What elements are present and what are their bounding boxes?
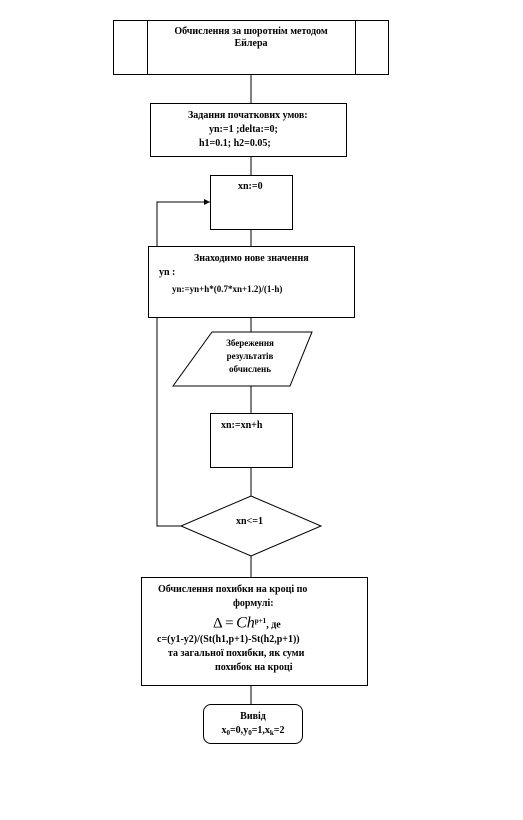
condition-label: xn<=1 [236, 516, 263, 527]
output-xk-val: =2 [273, 725, 285, 736]
output-x0-val: =0, [229, 725, 244, 736]
save-line3: обчислень [229, 364, 271, 374]
start-title-line1: Обчислення за шоротнім методом [174, 26, 328, 37]
error-line6: похибок на кроці [215, 662, 293, 673]
output-x0: x [221, 725, 227, 736]
formula-ch: Ch [236, 614, 255, 632]
error-line1: Обчислення похибки на кроці по [158, 584, 308, 595]
init-line3: h1=0.1; h2=0.05; [199, 138, 271, 149]
init-line1: Задання початкових умов: [188, 110, 308, 121]
save-line1: Збереження [226, 338, 274, 348]
error-line5: та загальної похибки, як суми [168, 648, 305, 659]
error-formula [213, 611, 281, 631]
output-y0-sub: 0 [248, 729, 252, 737]
error-line2: формулі: [233, 598, 274, 609]
output-y0: y [243, 725, 249, 736]
formula-exponent: p+1 [254, 617, 267, 625]
formula-delta-symbol: Δ [213, 615, 223, 632]
start-block-right-bar [355, 20, 356, 75]
formula-tail: , де [266, 619, 281, 631]
compute-line1: Знаходимо нове значення [194, 253, 309, 264]
output-x0-sub: 0 [226, 729, 230, 737]
start-title-line2: Ейлера [234, 38, 268, 49]
error-line4: c=(y1-y2)/(St(h1,p+1)-St(h2,p+1)) [157, 634, 300, 645]
output-line1: Вивід [240, 711, 266, 722]
output-xk: x [264, 725, 270, 736]
output-line2 [203, 725, 303, 739]
output-xk-sub: k [269, 729, 274, 737]
formula-equals: = [225, 615, 234, 632]
set-x-label: xn:=0 [238, 181, 263, 192]
save-line2: результатів [226, 351, 274, 361]
increment-label: xn:=xn+h [221, 420, 263, 431]
compute-line2: yn : [159, 267, 176, 278]
compute-line3: yn:=yn+h*(0.7*xn+1.2)/(1-h) [172, 284, 283, 294]
init-line2: yn:=1 ;delta:=0; [209, 124, 278, 135]
output-y0-val: =1, [251, 725, 265, 736]
